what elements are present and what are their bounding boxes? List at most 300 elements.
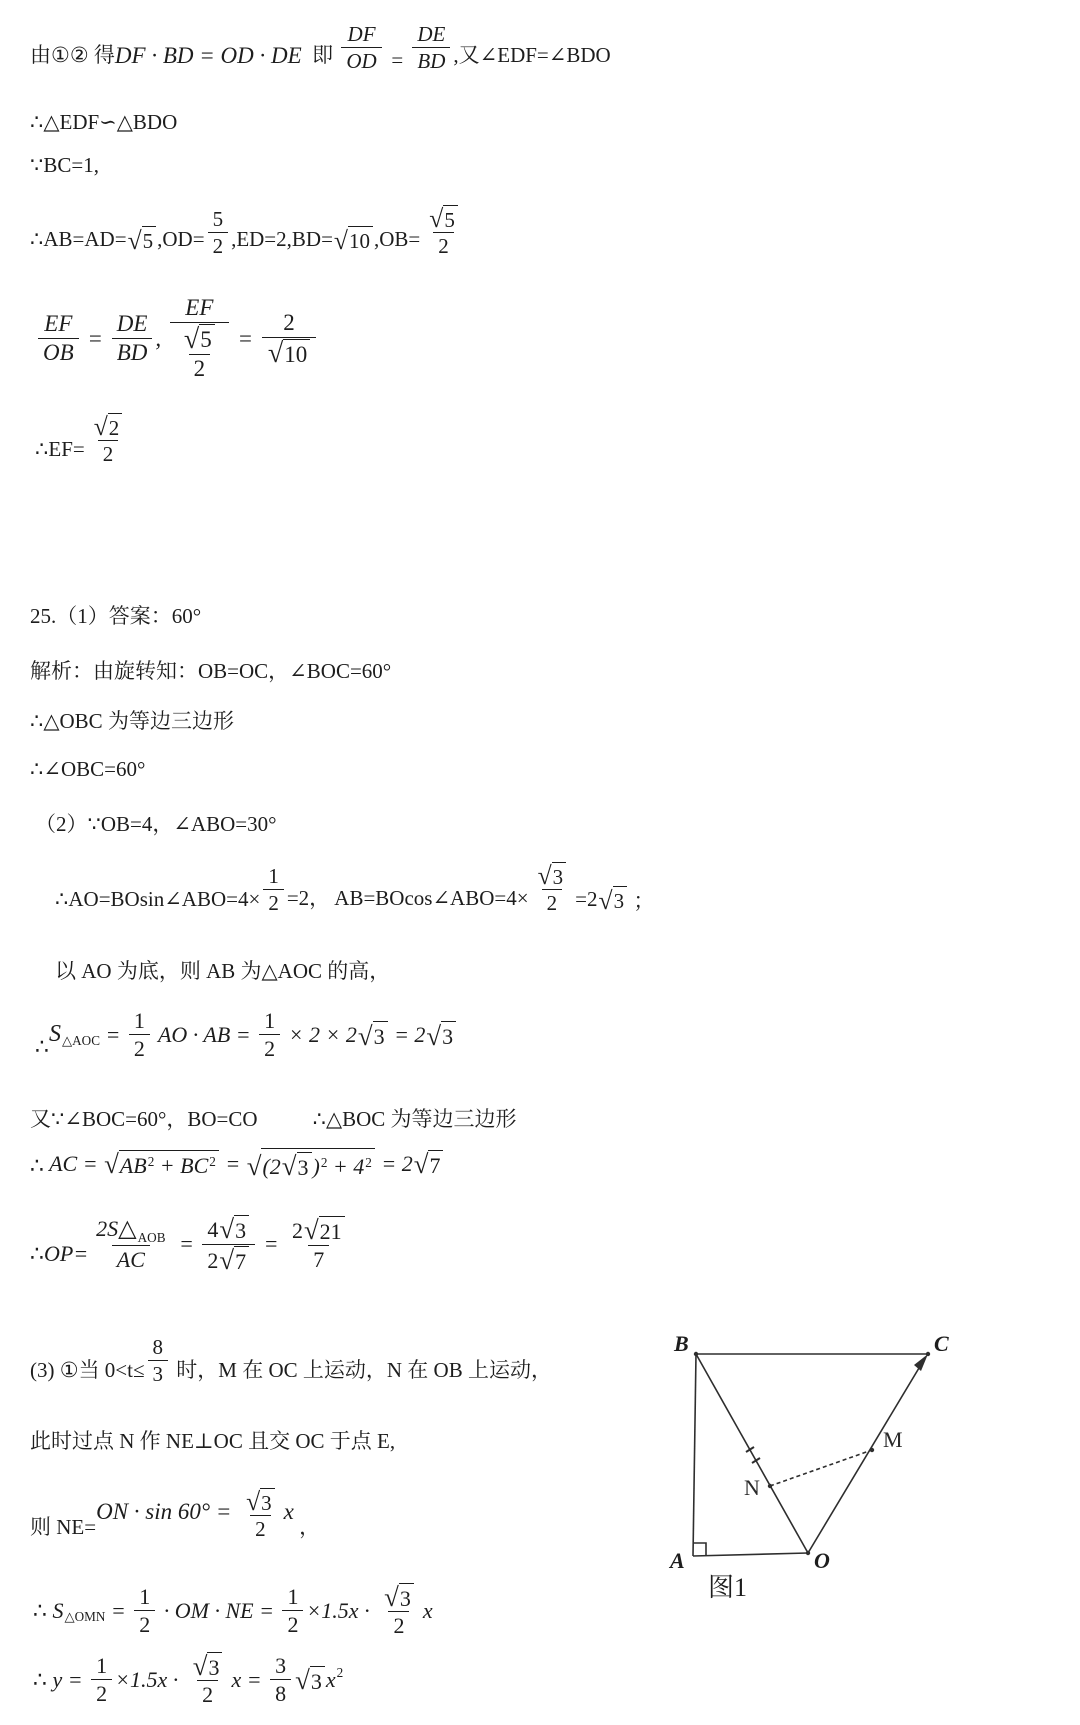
- radical-sign-icon: √: [384, 1582, 399, 1613]
- text-run: ；: [628, 889, 655, 914]
- radical-sign-icon: √: [281, 1151, 297, 1182]
- fraction: [112, 311, 153, 367]
- radicand: [399, 1583, 414, 1610]
- math-run: x =: [231, 1666, 268, 1692]
- radical-sign-icon: √: [295, 1665, 310, 1696]
- text-run: 2: [283, 309, 295, 335]
- text-run: 2: [212, 234, 224, 259]
- fraction-numerator: [91, 1653, 112, 1679]
- text-run: ∴EF=: [35, 437, 85, 462]
- fraction: [263, 864, 284, 915]
- text-run: =2， AB=BOcos∠ABO=4×: [286, 886, 529, 911]
- math-run: + BC: [154, 1153, 209, 1178]
- text-run: 2: [264, 1036, 276, 1062]
- math-run: x: [283, 1499, 294, 1525]
- fraction-numerator: [270, 1653, 291, 1679]
- text-line: [30, 153, 99, 178]
- text-run: 1: [268, 863, 279, 888]
- superscript: 2: [147, 1154, 155, 1169]
- text-run: 7: [313, 1246, 325, 1272]
- math-run: DE: [116, 310, 148, 336]
- text-run: 2: [291, 1218, 303, 1244]
- fraction-numerator: [208, 207, 229, 232]
- math-run: × 2 × 2: [283, 1021, 357, 1047]
- fraction-numerator: [129, 1008, 150, 1034]
- text-line: [35, 808, 277, 838]
- text-line: [30, 1425, 395, 1455]
- figure-line: [696, 1354, 808, 1553]
- fraction: [240, 1488, 281, 1541]
- math-run: =: [173, 1231, 200, 1257]
- fraction-numerator: [412, 22, 450, 47]
- fraction-denominator: [341, 47, 381, 73]
- text-run: 3: [297, 1155, 309, 1180]
- radical: [219, 1246, 249, 1273]
- math-run: =: [219, 1150, 246, 1176]
- radical-sign-icon: √: [246, 1487, 261, 1517]
- math-run: ∴ y =: [33, 1666, 89, 1692]
- text-run: ,OB=: [373, 227, 421, 252]
- radical: [93, 412, 123, 442]
- math-run: ×1.5x ·: [306, 1597, 376, 1623]
- text-run: 3: [442, 1024, 454, 1050]
- math-run: S: [49, 1021, 61, 1048]
- fraction-numerator: [178, 324, 221, 353]
- text-run: 8: [275, 1681, 287, 1707]
- fraction-denominator: [433, 232, 454, 258]
- radical-sign-icon: √: [246, 1151, 262, 1182]
- text-line: [55, 955, 390, 985]
- radical: [598, 885, 628, 915]
- text-run: (3) ①当 0<t≤: [30, 1358, 145, 1383]
- superscript: 2: [209, 1154, 216, 1169]
- text-line: [30, 1148, 444, 1182]
- fraction-numerator: [263, 864, 284, 889]
- text-run: 1: [96, 1652, 108, 1678]
- fraction-denominator: [263, 889, 284, 915]
- fraction: [287, 1216, 351, 1272]
- math-run: =: [384, 48, 410, 73]
- radicand: [613, 886, 628, 912]
- fraction-denominator: [308, 1245, 329, 1272]
- superscript: 2: [365, 1155, 372, 1171]
- text-run: 10: [348, 229, 370, 254]
- radical-sign-icon: √: [93, 412, 108, 442]
- fraction: [148, 1335, 169, 1386]
- text-line: [30, 705, 234, 735]
- text-line: [35, 1008, 457, 1062]
- text-line: [30, 600, 201, 630]
- radical-sign-icon: √: [333, 225, 348, 255]
- radical: [246, 1487, 275, 1517]
- text-run: ∵BC=1,: [30, 153, 99, 177]
- text-run: 10: [284, 342, 308, 368]
- text-run: 则 NE=: [30, 1515, 97, 1540]
- fraction-denominator: [202, 1244, 255, 1274]
- figure-point: [768, 1484, 772, 1488]
- fraction: [178, 324, 221, 382]
- text-run: ,又∠EDF=∠BDO: [453, 43, 611, 68]
- right-angle-mark: [693, 1543, 706, 1556]
- radical-sign-icon: √: [127, 225, 142, 255]
- fraction-numerator: [148, 1335, 169, 1360]
- math-run: =: [100, 1021, 126, 1047]
- fraction: [282, 1584, 303, 1638]
- fraction-denominator: [129, 1034, 150, 1061]
- radical: [281, 1151, 312, 1182]
- text-run: 7: [235, 1248, 247, 1274]
- radicand: [373, 1021, 388, 1048]
- text-run: 3: [552, 865, 564, 889]
- fraction: [91, 1653, 112, 1707]
- text-run: 3: [310, 1669, 322, 1695]
- radical: [192, 1651, 223, 1682]
- text-run: 又∵∠BOC=60°，BO=CO: [30, 1107, 258, 1131]
- radical: [267, 338, 310, 370]
- text-run: 2: [108, 416, 120, 440]
- fraction-numerator: [91, 1216, 170, 1245]
- text-run: 2: [546, 891, 558, 916]
- fraction: [208, 207, 229, 258]
- fraction-denominator: [542, 889, 563, 915]
- radical-sign-icon: √: [537, 861, 552, 891]
- math-run: ): [312, 1154, 320, 1180]
- superscript: 2: [336, 1664, 344, 1680]
- text-run: 5: [212, 206, 224, 231]
- radicand: [261, 1148, 374, 1182]
- fraction-denominator: [134, 1610, 155, 1637]
- text-run: 1: [139, 1583, 151, 1609]
- math-run: BD: [116, 340, 148, 365]
- math-run: x: [325, 1666, 336, 1692]
- math-run: ∴ S: [33, 1597, 64, 1623]
- radical-sign-icon: √: [429, 204, 444, 234]
- text-run: 即: [301, 43, 339, 68]
- math-run: BD: [417, 49, 446, 74]
- figure-caption: 图1: [708, 1573, 748, 1602]
- figure-label-A: A: [670, 1548, 685, 1573]
- text-run: ∴△BOC 为等边三边形: [312, 1107, 517, 1131]
- text-run: 1: [287, 1583, 299, 1609]
- text-line: [55, 862, 654, 915]
- fraction: [412, 22, 450, 73]
- radical-sign-icon: √: [267, 338, 284, 370]
- text-line: [30, 22, 611, 73]
- math-run: OD: [346, 49, 377, 74]
- math-run: =: [258, 1231, 284, 1257]
- text-run: 3: [275, 1652, 287, 1678]
- fraction-denominator: [197, 1680, 218, 1707]
- fraction-denominator: [262, 337, 316, 370]
- radicand: [260, 1488, 275, 1514]
- text-run: 1: [133, 1008, 145, 1033]
- radicand: [108, 413, 123, 439]
- superscript: 2: [320, 1155, 328, 1171]
- radicand: [119, 1150, 219, 1177]
- radicand: [234, 1215, 249, 1242]
- math-run: DE: [417, 22, 446, 46]
- radical-sign-icon: √: [192, 1651, 208, 1682]
- subscript: △AOC: [62, 1032, 100, 1048]
- figure-svg: [600, 1195, 1040, 1620]
- math-run: ON · sin 60° =: [96, 1499, 238, 1525]
- text-line: [35, 413, 131, 466]
- fraction-denominator: [189, 354, 211, 382]
- text-run: 2: [268, 891, 279, 916]
- text-run: 2: [202, 1682, 214, 1708]
- radicand: [283, 339, 310, 367]
- math-run: OB: [43, 340, 74, 365]
- radicand: [443, 205, 458, 231]
- text-run: 2: [96, 1681, 108, 1707]
- figure-line: [693, 1553, 808, 1556]
- radical: [426, 1020, 456, 1051]
- fraction-denominator: [208, 232, 229, 258]
- fraction-denominator: [259, 1034, 280, 1061]
- text-run: 2: [255, 1517, 266, 1542]
- radicand: [348, 226, 373, 252]
- fraction: [259, 1008, 280, 1062]
- text-run: 2: [207, 1247, 219, 1273]
- figure-point: [926, 1352, 930, 1356]
- math-run: = 2: [388, 1021, 426, 1047]
- text-run: 25.（1）答案：60°: [30, 604, 202, 628]
- math-run: ×1.5x ·: [115, 1666, 184, 1692]
- text-run: 解析：由旋转知：OB=OC，∠BOC=60°: [30, 659, 392, 683]
- math-run: = 2: [375, 1150, 413, 1176]
- fraction-denominator: [250, 1515, 271, 1541]
- radicand: [552, 862, 567, 888]
- fraction-numerator: [343, 22, 381, 47]
- text-run: 3: [373, 1024, 385, 1050]
- fraction: [262, 310, 316, 368]
- radical-sign-icon: √: [413, 1149, 429, 1180]
- math-run: x: [422, 1597, 433, 1623]
- text-run: 3: [613, 889, 625, 914]
- text-run: 5: [142, 229, 154, 254]
- radical-sign-icon: √: [303, 1215, 319, 1246]
- radical-sign-icon: √: [426, 1020, 442, 1051]
- fraction: [378, 1583, 420, 1638]
- text-run: 2: [287, 1612, 299, 1638]
- math-run: (2: [262, 1154, 281, 1180]
- fraction: [202, 1215, 255, 1273]
- fraction-denominator: [91, 1679, 112, 1706]
- radical: [537, 861, 567, 891]
- math-run: =: [231, 325, 259, 351]
- text-run: ∴: [30, 1153, 44, 1179]
- radical: [127, 225, 157, 255]
- text-run: ,OD=: [157, 227, 205, 252]
- math-run: ∴OP=: [30, 1241, 89, 1267]
- figure-label-C: C: [934, 1331, 949, 1356]
- fraction: [38, 311, 79, 367]
- fraction-denominator: [98, 440, 119, 466]
- math-run: DF · BD = OD · DE: [114, 43, 302, 69]
- math-run: EF: [185, 295, 214, 320]
- text-run: （2）∵OB=4，∠ABO=30°: [35, 812, 277, 836]
- text-run: 3: [399, 1586, 411, 1611]
- text-line: [30, 1215, 354, 1273]
- fraction-numerator: [259, 1008, 280, 1034]
- text-run: ∴: [35, 1033, 49, 1059]
- text-line: [33, 1583, 433, 1638]
- text-run: ,ED=2,BD=: [231, 227, 333, 252]
- text-run: 此时过点 N 作 NE⊥OC 且交 OC 于点 E,: [30, 1429, 396, 1453]
- math-run: =: [81, 325, 109, 351]
- figure-label-B: B: [674, 1331, 689, 1356]
- text-run: 3: [235, 1218, 247, 1243]
- radical: [104, 1149, 219, 1180]
- radical-sign-icon: √: [104, 1149, 119, 1180]
- radical: [295, 1665, 325, 1696]
- text-run: 4: [207, 1217, 219, 1243]
- text-run: ，: [293, 1515, 321, 1540]
- text-run: 7: [429, 1153, 441, 1178]
- fraction: [341, 22, 381, 73]
- fraction-numerator: [134, 1584, 155, 1610]
- radicand: [207, 1652, 222, 1679]
- fraction-denominator: [388, 1611, 409, 1638]
- math-run: =: [105, 1597, 132, 1623]
- radical-sign-icon: √: [219, 1214, 235, 1245]
- figure-label-M: M: [883, 1427, 903, 1452]
- tick-mark: [752, 1458, 760, 1463]
- fraction-denominator: [270, 1679, 291, 1706]
- fraction: [129, 1008, 150, 1062]
- figure-point: [806, 1551, 810, 1555]
- radicand: [142, 226, 157, 252]
- figure-line: [808, 1358, 925, 1553]
- radical: [429, 204, 458, 234]
- fraction-numerator: [88, 413, 129, 440]
- radical-sign-icon: √: [598, 885, 613, 915]
- radical: [246, 1148, 375, 1182]
- fraction: [532, 862, 573, 915]
- arrowhead-icon: [914, 1354, 928, 1371]
- radical-sign-icon: √: [183, 323, 200, 355]
- radicand: [234, 1246, 249, 1273]
- text-line: [30, 1488, 320, 1541]
- fraction-numerator: [278, 310, 300, 337]
- figure-line: [693, 1354, 696, 1556]
- radical-sign-icon: √: [219, 1244, 235, 1275]
- figure-label-N: N: [744, 1475, 760, 1500]
- math-run: AC =: [44, 1150, 104, 1176]
- text-line: [30, 1335, 552, 1386]
- text-line: [33, 1652, 343, 1707]
- figure-dashed-line: [770, 1450, 872, 1486]
- fraction-numerator: [202, 1215, 255, 1244]
- figure: [600, 1195, 1040, 1626]
- fraction-numerator: [180, 295, 218, 322]
- subscript: AOB: [137, 1230, 166, 1246]
- radical: [384, 1582, 414, 1613]
- text-line: [30, 1103, 517, 1133]
- text-run: 3: [261, 1491, 272, 1515]
- text-run: =2: [575, 887, 598, 912]
- fraction: [91, 1216, 170, 1272]
- text-run: 2: [393, 1613, 405, 1639]
- text-run: 2: [139, 1612, 151, 1638]
- fraction-denominator: [170, 322, 229, 382]
- math-run: AO · AB =: [152, 1021, 257, 1047]
- fraction-denominator: [282, 1610, 303, 1637]
- text-run: 3: [208, 1655, 220, 1680]
- fraction: [88, 413, 129, 466]
- text-run: 由①② 得: [30, 43, 115, 68]
- text-run: △: [118, 1216, 137, 1243]
- text-run: ∴△EDF∽△BDO: [30, 110, 178, 134]
- text-run: ∴∠OBC=60°: [30, 757, 146, 781]
- text-line: [35, 295, 319, 382]
- text-run: 1: [264, 1008, 276, 1033]
- math-run: AB: [119, 1153, 147, 1178]
- math-run: EF: [44, 310, 73, 336]
- radicand: [319, 1216, 345, 1243]
- radicand: [428, 1150, 443, 1177]
- radical: [303, 1215, 345, 1246]
- radicand: [441, 1021, 456, 1048]
- text-run: 5: [444, 208, 455, 232]
- text-run: 5: [200, 327, 212, 353]
- text-run: 2: [193, 355, 206, 381]
- text-run: 2: [102, 442, 114, 467]
- fraction-numerator: [423, 205, 464, 232]
- fraction: [423, 205, 464, 258]
- fraction: [170, 295, 229, 382]
- text-run: 3: [152, 1362, 164, 1387]
- text-run: ∴△OBC 为等边三边形: [30, 709, 234, 733]
- fraction: [270, 1653, 291, 1707]
- fraction-numerator: [287, 1216, 351, 1245]
- fraction: [134, 1584, 155, 1638]
- text-line: [30, 757, 145, 782]
- fraction-numerator: [39, 311, 77, 338]
- figure-point: [870, 1448, 874, 1452]
- radical-sign-icon: √: [357, 1020, 373, 1051]
- text-run: ∴AO=BOsin∠ABO=4×: [55, 887, 261, 912]
- math-run: ,: [155, 325, 167, 351]
- radicand: [199, 324, 215, 352]
- math-run: · OM · NE =: [158, 1597, 280, 1623]
- subscript: △OMN: [64, 1608, 106, 1624]
- radical: [333, 225, 373, 255]
- fraction-denominator: [148, 1360, 169, 1386]
- fraction: [187, 1652, 229, 1707]
- fraction-denominator: [112, 1245, 150, 1272]
- text-run: 以 AO 为底，则 AB 为△AOC 的高，: [55, 959, 391, 983]
- text-line: [30, 110, 177, 135]
- fraction-numerator: [112, 311, 153, 338]
- math-run: AC: [116, 1246, 145, 1272]
- figure-point: [694, 1352, 698, 1356]
- text-run: ∴AB=AD=: [30, 227, 127, 252]
- fraction-numerator: [282, 1584, 303, 1610]
- radical: [183, 323, 215, 355]
- figure-label-O: O: [814, 1548, 830, 1573]
- fraction-denominator: [38, 338, 79, 366]
- text-line: [30, 655, 391, 685]
- radical: [357, 1020, 388, 1051]
- fraction-denominator: [412, 47, 450, 73]
- fraction-numerator: [378, 1583, 420, 1611]
- text-run: 8: [152, 1335, 164, 1359]
- text-run: 2: [133, 1036, 145, 1062]
- radicand: [310, 1666, 325, 1693]
- math-run: DF: [347, 22, 376, 46]
- math-run: 2S: [96, 1216, 119, 1242]
